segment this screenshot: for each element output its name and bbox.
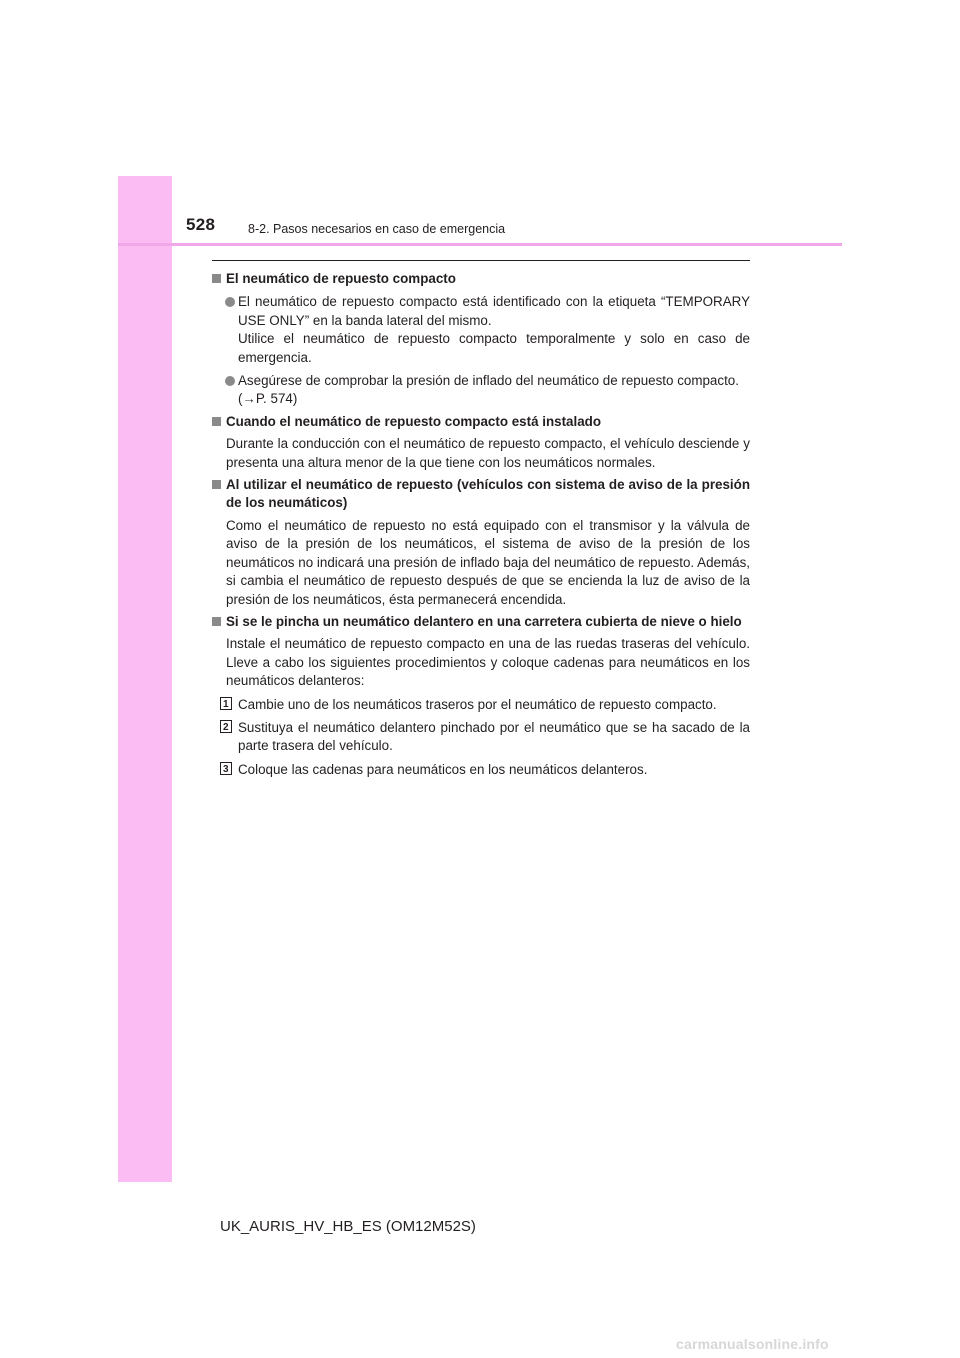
watermark: carmanualsonline.info [676, 1336, 829, 1352]
bullet-item [212, 293, 750, 367]
header-rule [118, 243, 842, 246]
content-top-rule [212, 260, 750, 261]
bullet-item [212, 372, 750, 409]
heading-compact-spare: El neumático de repuesto compacto [212, 270, 750, 288]
heading-using-spare-tpws: Al utilizar el neumático de repuesto (vehículos con sistema de aviso de la presión de los neumáticos) [212, 476, 750, 513]
square-bullet-icon [212, 274, 221, 283]
step-text: Sustituya el neumático delantero pinchado por el neumático que se ha sacado de la parte trasera del vehículo. [238, 719, 750, 754]
step-number-box: 2 [220, 720, 232, 733]
step-item-1 [212, 696, 750, 714]
step-item-3 [212, 761, 750, 779]
square-bullet-icon [212, 480, 221, 489]
step-item-2 [212, 719, 750, 756]
circle-bullet-icon [225, 376, 235, 386]
step-number-box: 3 [220, 762, 232, 775]
step-text: Coloque las cadenas para neumáticos en los neumáticos delanteros. [238, 761, 648, 777]
square-bullet-icon [212, 417, 221, 426]
paragraph: Durante la conducción con el neumático de repuesto compacto, el vehículo desciende y presenta una altura menor de la que tiene con los neumáticos normales. [226, 436, 750, 470]
heading-spare-installed: Cuando el neumático de repuesto compacto está instalado [212, 413, 750, 431]
document-code: UK_AURIS_HV_HB_ES (OM12M52S) [220, 1218, 476, 1235]
step-number-box: 1 [220, 697, 232, 710]
bullet-text: Utilice el neumático de repuesto compacto temporalmente y solo en caso de emergencia. [238, 331, 750, 365]
bullet-text: Asegúrese de comprobar la presión de inflado del neumático de repuesto compacto. [238, 373, 739, 389]
page-number: 528 [186, 215, 216, 234]
side-color-band [118, 176, 172, 1182]
section-title: 8-2. Pasos necesarios en caso de emergencia [248, 222, 506, 236]
bullet-text: El neumático de repuesto compacto está identificado con la etiqueta “TEMPORARY USE ONLY” en la banda lateral del mismo. [238, 294, 750, 328]
page-reference-link[interactable]: (→P. 574) [238, 391, 298, 407]
paragraph: Instale el neumático de repuesto compacto en una de las ruedas traseras del vehículo. Lleve a cabo los siguientes procedimientos y coloque cadenas para neumáticos en los neumáticos delanteros: [226, 636, 750, 689]
step-text: Cambie uno de los neumáticos traseros por el neumático de repuesto compacto. [238, 696, 717, 712]
square-bullet-icon [212, 617, 221, 626]
content-body [212, 266, 750, 779]
heading-front-puncture-snow: Si se le pincha un neumático delantero en una carretera cubierta de nieve o hielo [212, 613, 750, 631]
paragraph: Como el neumático de repuesto no está equipado con el transmisor y la válvula de aviso de la presión de los neumáticos, el sistema de aviso de la presión de los neumáticos no indicará una presión de inflado baja del neumático de repuesto. Además, si cambia el neumático de repuesto después de que se encienda la luz de aviso de la presión de los neumáticos, ésta permanecerá encendida. [226, 517, 750, 607]
circle-bullet-icon [225, 297, 235, 307]
